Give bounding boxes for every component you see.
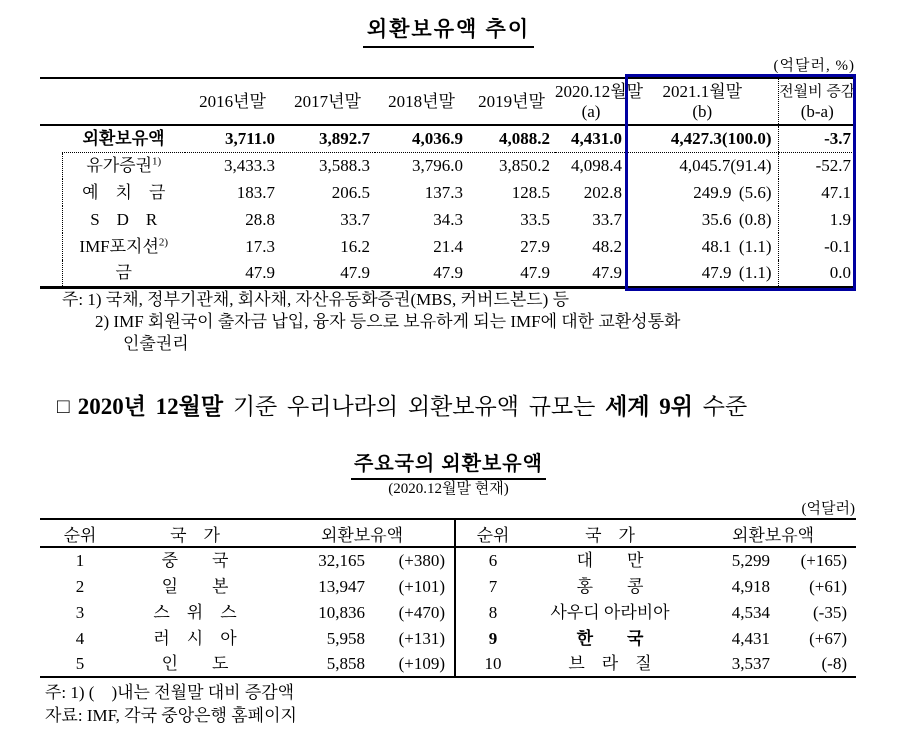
row-gold <box>40 260 856 287</box>
col-header-2016: 2016년말 <box>185 78 280 125</box>
table2-footnotes <box>45 681 297 727</box>
change-cell: (-8) <box>821 654 847 673</box>
cell-value: 47.9 <box>245 263 275 283</box>
cell-value: 47.9 <box>433 263 463 283</box>
table1-header-row <box>40 78 856 125</box>
row-total-reserves <box>40 125 856 152</box>
rank-cell: 4 <box>75 628 85 648</box>
footnote-line: 2) IMF 회원국이 출자금 납입, 융자 등으로 보유하게 되는 IMF에 대한 교환성통화 <box>95 312 681 331</box>
spacer-cell <box>40 125 62 152</box>
change-cell: (+67) <box>809 628 847 648</box>
cell-value: 34.3 <box>433 210 463 229</box>
page-title-text: 외환보유액 추이 <box>363 13 534 48</box>
value-cell: 5,858 <box>326 654 365 673</box>
col-header-country: 국 가 <box>530 519 690 547</box>
headline-date: 2020년 12월말 <box>77 394 224 419</box>
value-cell: 4,431 <box>731 628 770 648</box>
spacer-cell <box>40 152 62 179</box>
rank-row-5-10 <box>40 651 856 677</box>
row-sdr <box>40 206 856 233</box>
col-header-country: 국 가 <box>120 519 270 547</box>
col-header-rank: 순위 <box>40 519 120 547</box>
cell-value: 27.9 <box>520 237 550 256</box>
value-cell: 10,836 <box>318 602 365 622</box>
cell-value: 47.9 <box>520 263 550 283</box>
cell-change: -52.7 <box>778 152 856 179</box>
cell-change: -3.7 <box>778 125 856 152</box>
cell-value: 3,588.3 <box>319 156 370 176</box>
rank-row-4-9 <box>40 625 856 651</box>
cell-value: 16.2 <box>340 237 370 256</box>
cell-jan-value: 4,427.3(100.0) <box>627 125 778 152</box>
cell-value: 183.7 <box>236 183 275 202</box>
cell-value: 3,433.3 <box>224 156 275 176</box>
cell-value: 202.8 <box>583 183 622 202</box>
cell-value: 4,088.2 <box>468 125 555 152</box>
table1-unit-label: (억달러, %) <box>773 58 855 74</box>
cell-jan-value: 249.9 (5.6) <box>693 183 772 202</box>
change-cell: (+101) <box>398 576 445 596</box>
headline <box>57 388 747 421</box>
rank-row-1-6 <box>40 547 856 573</box>
row-label: 외환보유액 <box>62 125 185 152</box>
col-header-rank: 순위 <box>455 519 530 547</box>
country-cell: 중 국 <box>161 551 229 570</box>
cell-value: 4,098.4 <box>571 156 622 176</box>
value-cell: 5,299 <box>731 551 770 570</box>
cell-value: 206.5 <box>331 183 370 202</box>
value-cell: 4,918 <box>731 576 770 596</box>
cell-value: 47.9 <box>592 263 622 283</box>
source-note: 자료: IMF, 각국 중앙은행 홈페이지 <box>45 706 297 725</box>
rank-cell: 3 <box>75 602 85 622</box>
cell-value: 28.8 <box>245 210 275 229</box>
value-cell: 32,165 <box>318 551 365 570</box>
spacer-cell <box>40 78 62 125</box>
headline-tail: 수준 <box>693 394 748 419</box>
change-cell: (+380) <box>398 551 445 570</box>
cell-value: 47.9 <box>340 263 370 283</box>
change-cell: (+165) <box>800 551 847 570</box>
value-cell: 13,947 <box>318 576 365 596</box>
headline-text: 기준 우리나라의 외환보유액 규모는 <box>223 394 606 419</box>
cell-value: 4,036.9 <box>375 125 468 152</box>
country-cell: 브 라 질 <box>568 654 652 673</box>
spacer-cell <box>40 260 62 287</box>
change-cell: (+109) <box>398 654 445 673</box>
value-cell: 5,958 <box>326 628 365 648</box>
world-rank-table-wrapper <box>40 518 856 678</box>
country-cell: 일 본 <box>161 576 229 596</box>
country-cell: 대 만 <box>576 551 644 570</box>
country-cell: 러 시 아 <box>153 628 237 648</box>
cell-value: 3,892.7 <box>280 125 375 152</box>
rank-row-3-8 <box>40 599 856 625</box>
cell-value: 128.5 <box>511 183 550 202</box>
reserves-trend-table <box>40 77 856 289</box>
change-cell: (-35) <box>813 602 847 622</box>
row-label: S D R <box>90 210 158 229</box>
value-cell: 3,537 <box>731 654 770 673</box>
col-header-2019: 2019년말 <box>468 78 555 125</box>
cell-value: 3,850.2 <box>499 156 550 176</box>
footnote-line: 주: 1) 국채, 정부기관채, 회사채, 자산유동화증권(MBS, 커버드본드) 등 <box>62 290 569 309</box>
cell-value: 17.3 <box>245 237 275 256</box>
cell-value: 4,431.0 <box>555 125 627 152</box>
cell-jan-value: 4,045.7(91.4) <box>679 156 772 176</box>
rank-cell: 7 <box>455 573 530 599</box>
col-header-2021-1: 2021.1월말 (b) <box>627 78 778 125</box>
cell-value: 3,711.0 <box>185 125 280 152</box>
rank-cell: 10 <box>455 651 530 677</box>
rank-cell-korea: 9 <box>455 625 530 651</box>
row-label: 금 <box>115 263 132 283</box>
world-rank-table <box>40 518 856 678</box>
row-imf-position <box>40 233 856 260</box>
reserves-trend-table-wrapper <box>40 77 856 289</box>
table1-footnotes <box>62 289 680 355</box>
cell-change: 0.0 <box>778 260 856 287</box>
value-cell: 4,534 <box>731 602 770 622</box>
footnote-line: 인출권리 <box>123 334 189 353</box>
cell-change: -0.1 <box>778 233 856 260</box>
headline-rank: 세계 9위 <box>605 394 694 419</box>
country-cell-korea: 한 국 <box>576 628 644 648</box>
col-header-2020-12: 2020.12월말 (a) <box>555 78 627 125</box>
spacer-cell <box>40 179 62 206</box>
country-cell: 홍 콩 <box>576 576 644 596</box>
page-title <box>0 13 897 48</box>
row-securities <box>40 152 856 179</box>
rank-row-2-7 <box>40 573 856 599</box>
square-bullet-icon: □ <box>57 394 70 418</box>
cell-value: 3,796.0 <box>412 156 463 176</box>
change-cell: (+131) <box>398 628 445 648</box>
country-cell: 스 위 스 <box>153 602 237 622</box>
change-cell: (+470) <box>398 602 445 622</box>
rank-cell: 2 <box>75 576 85 596</box>
footnote-line: 주: 1) ( )내는 전월말 대비 증감액 <box>45 683 295 702</box>
col-header-reserves: 외환보유액 <box>270 519 455 547</box>
table2-header-row <box>40 519 856 547</box>
table2-title <box>0 447 897 480</box>
cell-change: 1.9 <box>778 206 856 233</box>
cell-jan-value: 35.6 (0.8) <box>701 210 772 229</box>
country-cell: 사우디 아라비아 <box>550 602 670 622</box>
col-header-mom-change: 전월비 증감 (b-a) <box>778 78 856 125</box>
change-cell: (+61) <box>809 576 847 596</box>
table2-unit-label: (억달러) <box>801 501 855 517</box>
cell-change: 47.1 <box>778 179 856 206</box>
rank-cell: 1 <box>75 551 85 570</box>
cell-value: 21.4 <box>433 237 463 256</box>
spacer-cell <box>40 206 62 233</box>
rank-cell: 8 <box>455 599 530 625</box>
cell-value: 137.3 <box>424 183 463 202</box>
cell-jan-value: 48.1 (1.1) <box>701 237 772 256</box>
cell-value: 33.5 <box>520 210 550 229</box>
cell-jan-value: 47.9 (1.1) <box>701 263 772 283</box>
cell-value: 33.7 <box>592 210 622 229</box>
row-label: 예 치 금 <box>82 183 166 202</box>
spacer-cell <box>40 233 62 260</box>
col-header-rowlabel <box>62 78 185 125</box>
cell-value: 48.2 <box>592 237 622 256</box>
row-label: IMF포지션$^{2)}$ <box>79 236 169 256</box>
col-header-2018: 2018년말 <box>375 78 468 125</box>
row-label: 유가증권$^{1)}$ <box>86 155 162 176</box>
rank-cell: 6 <box>455 547 530 573</box>
col-header-2017: 2017년말 <box>280 78 375 125</box>
country-cell: 인 도 <box>161 654 229 673</box>
row-deposits <box>40 179 856 206</box>
rank-cell: 5 <box>75 654 85 673</box>
cell-value: 33.7 <box>340 210 370 229</box>
table2-title-text: 주요국의 외환보유액 <box>351 447 546 480</box>
table2-subtitle: (2020.12월말 현재) <box>388 481 509 497</box>
col-header-reserves: 외환보유액 <box>690 519 856 547</box>
